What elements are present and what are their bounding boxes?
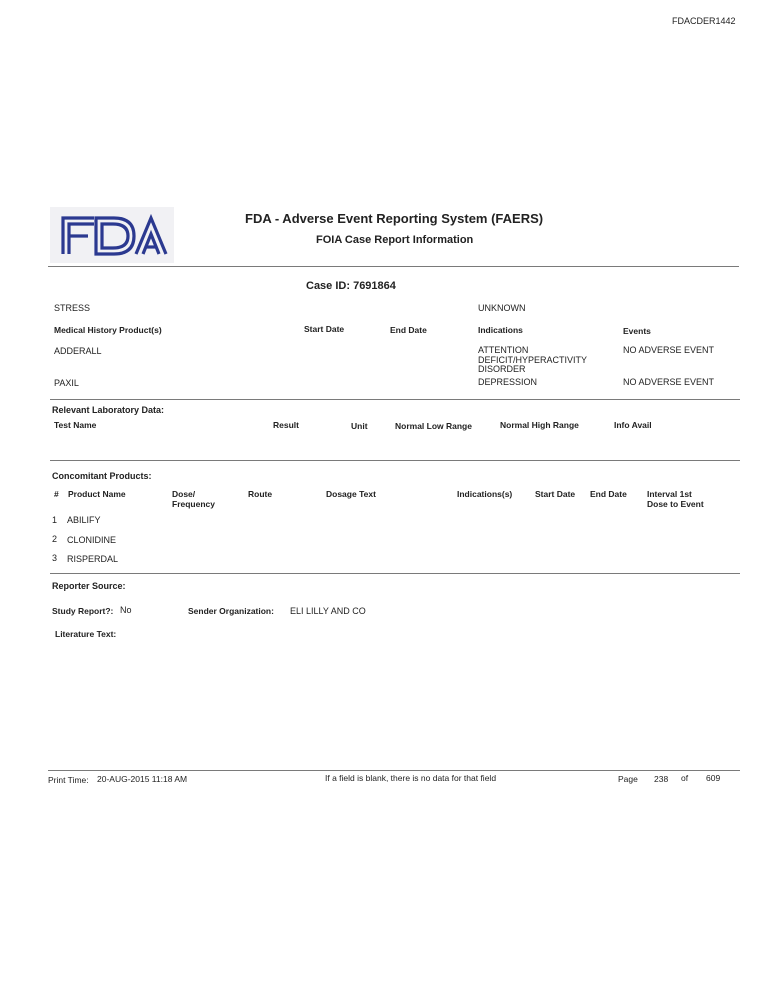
case-id: Case ID: 7691864 xyxy=(306,280,396,292)
print-time-label: Print Time: xyxy=(48,775,89,785)
lab-header-unit: Unit xyxy=(351,421,368,431)
cp-row-3-num: 3 xyxy=(52,553,58,563)
cp-header-num: # xyxy=(54,489,59,499)
sender-organization-label: Sender Organization: xyxy=(188,606,274,616)
report-subtitle: FOIA Case Report Information xyxy=(316,234,474,246)
cp-row-2-num: 2 xyxy=(52,534,58,544)
mh-row-1-indication: ATTENTION DEFICIT/HYPERACTIVITY DISORDER xyxy=(478,345,587,374)
study-report-label: Study Report?: xyxy=(52,606,114,616)
cp-header-indications: Indications(s) xyxy=(457,489,513,499)
header-divider xyxy=(48,266,739,267)
page-number: 238 xyxy=(654,774,669,784)
lab-title: Relevant Laboratory Data: xyxy=(52,405,165,415)
cp-header-dosage-text: Dosage Text xyxy=(326,489,376,499)
study-report-value: No xyxy=(120,605,132,615)
lab-header-normal-high: Normal High Range xyxy=(500,420,579,430)
report-title: FDA - Adverse Event Reporting System (FAERS) xyxy=(245,211,544,226)
document-id: FDACDER1442 xyxy=(672,16,736,26)
cp-header-dose-2: Frequency xyxy=(172,499,215,509)
cp-header-interval-2: Dose to Event xyxy=(647,499,704,509)
lab-header-result: Result xyxy=(273,420,299,430)
mh-header-events: Events xyxy=(623,326,651,336)
concomitant-divider xyxy=(50,460,740,461)
mh-header-product: Medical History Product(s) xyxy=(54,325,162,335)
fda-logo xyxy=(50,207,174,263)
sender-organization-value: ELI LILLY AND CO xyxy=(290,606,366,616)
mh-row-2-event: NO ADVERSE EVENT xyxy=(623,377,715,387)
cp-header-dose-1: Dose/ xyxy=(172,489,196,499)
page-of-label: of xyxy=(681,773,689,783)
mh-header-indications: Indications xyxy=(478,325,523,335)
cp-header-start-date: Start Date xyxy=(535,489,576,499)
cp-header-product: Product Name xyxy=(68,489,126,499)
page-label: Page xyxy=(618,774,638,784)
blank-field-note: If a field is blank, there is no data for that field xyxy=(325,773,497,783)
pre-row-right: UNKNOWN xyxy=(478,303,526,313)
cp-row-1-num: 1 xyxy=(52,515,58,525)
lab-header-info-avail: Info Avail xyxy=(614,420,652,430)
lab-header-test-name: Test Name xyxy=(54,420,97,430)
literature-text-label: Literature Text: xyxy=(55,629,117,639)
lab-header-normal-low: Normal Low Range xyxy=(395,421,472,431)
lab-divider xyxy=(50,399,740,400)
cp-row-1-product: ABILIFY xyxy=(67,515,101,525)
mh-row-1-product: ADDERALL xyxy=(54,346,102,356)
mh-row-1-event: NO ADVERSE EVENT xyxy=(623,345,715,355)
mh-row-2-product: PAXIL xyxy=(54,378,79,388)
fda-logo-icon xyxy=(50,207,174,263)
mh-row-2-indication: DEPRESSION xyxy=(478,377,538,387)
mh-header-end-date: End Date xyxy=(390,325,427,335)
cp-header-route: Route xyxy=(248,489,273,499)
pre-row-left: STRESS xyxy=(54,303,91,313)
reporter-title: Reporter Source: xyxy=(52,581,126,591)
mh-header-start-date: Start Date xyxy=(304,324,345,334)
cp-row-3-product: RISPERDAL xyxy=(67,554,119,564)
cp-header-interval-1: Interval 1st xyxy=(647,489,692,499)
print-time-value: 20-AUG-2015 11:18 AM xyxy=(97,774,188,784)
reporter-divider xyxy=(50,573,740,574)
cp-row-2-product: CLONIDINE xyxy=(67,535,117,545)
concomitant-title: Concomitant Products: xyxy=(52,471,152,481)
footer-divider xyxy=(48,770,740,771)
page-total: 609 xyxy=(706,773,721,783)
cp-header-end-date: End Date xyxy=(590,489,627,499)
